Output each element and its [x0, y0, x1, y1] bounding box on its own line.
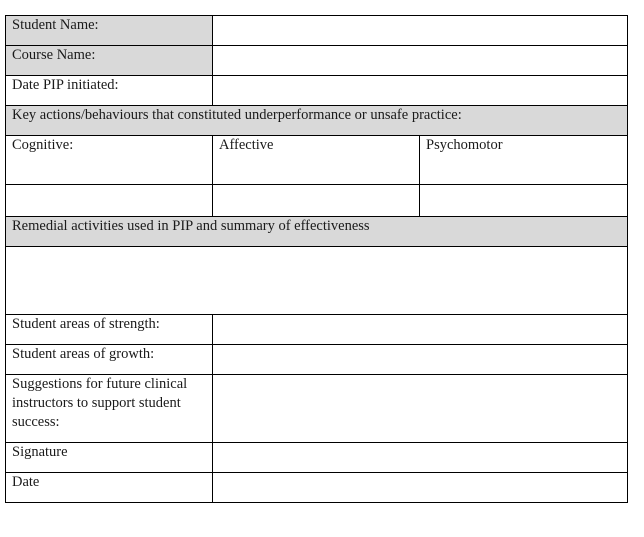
signature-field[interactable]: [213, 443, 628, 473]
areas-of-strength-field[interactable]: [213, 315, 628, 345]
student-name-label: Student Name:: [6, 16, 213, 46]
row-date-pip-initiated: [6, 76, 628, 106]
row-domain-values: [6, 185, 628, 217]
date-pip-initiated-field[interactable]: [213, 76, 628, 106]
course-name-field[interactable]: [213, 46, 628, 76]
signature-label: Signature: [6, 443, 213, 473]
date-pip-initiated-label: Date PIP initiated:: [6, 76, 213, 106]
psychomotor-field[interactable]: [420, 185, 628, 217]
date-label: Date: [6, 473, 213, 503]
date-field[interactable]: [213, 473, 628, 503]
row-key-actions-header: [6, 106, 628, 136]
course-name-label: Course Name:: [6, 46, 213, 76]
pip-summary-form: [5, 15, 628, 503]
areas-of-growth-label: Student areas of growth:: [6, 345, 213, 375]
student-name-field[interactable]: [213, 16, 628, 46]
cognitive-label: Cognitive:: [6, 136, 213, 185]
remedial-activities-field[interactable]: [6, 247, 628, 315]
key-actions-heading: Key actions/behaviours that constituted underperformance or unsafe practice:: [6, 106, 628, 136]
suggestions-label: Suggestions for future clinical instructors to support student success:: [6, 375, 213, 443]
row-signature: [6, 443, 628, 473]
remedial-activities-heading: Remedial activities used in PIP and summary of effectiveness: [6, 217, 628, 247]
psychomotor-label: Psychomotor: [420, 136, 628, 185]
row-domain-labels: [6, 136, 628, 185]
row-areas-of-strength: [6, 315, 628, 345]
affective-field[interactable]: [213, 185, 420, 217]
row-date: [6, 473, 628, 503]
row-remedial-value: [6, 247, 628, 315]
row-suggestions: [6, 375, 628, 443]
row-remedial-header: [6, 217, 628, 247]
row-student-name: [6, 16, 628, 46]
row-areas-of-growth: [6, 345, 628, 375]
areas-of-strength-label: Student areas of strength:: [6, 315, 213, 345]
suggestions-field[interactable]: [213, 375, 628, 443]
cognitive-field[interactable]: [6, 185, 213, 217]
row-course-name: [6, 46, 628, 76]
affective-label: Affective: [213, 136, 420, 185]
areas-of-growth-field[interactable]: [213, 345, 628, 375]
